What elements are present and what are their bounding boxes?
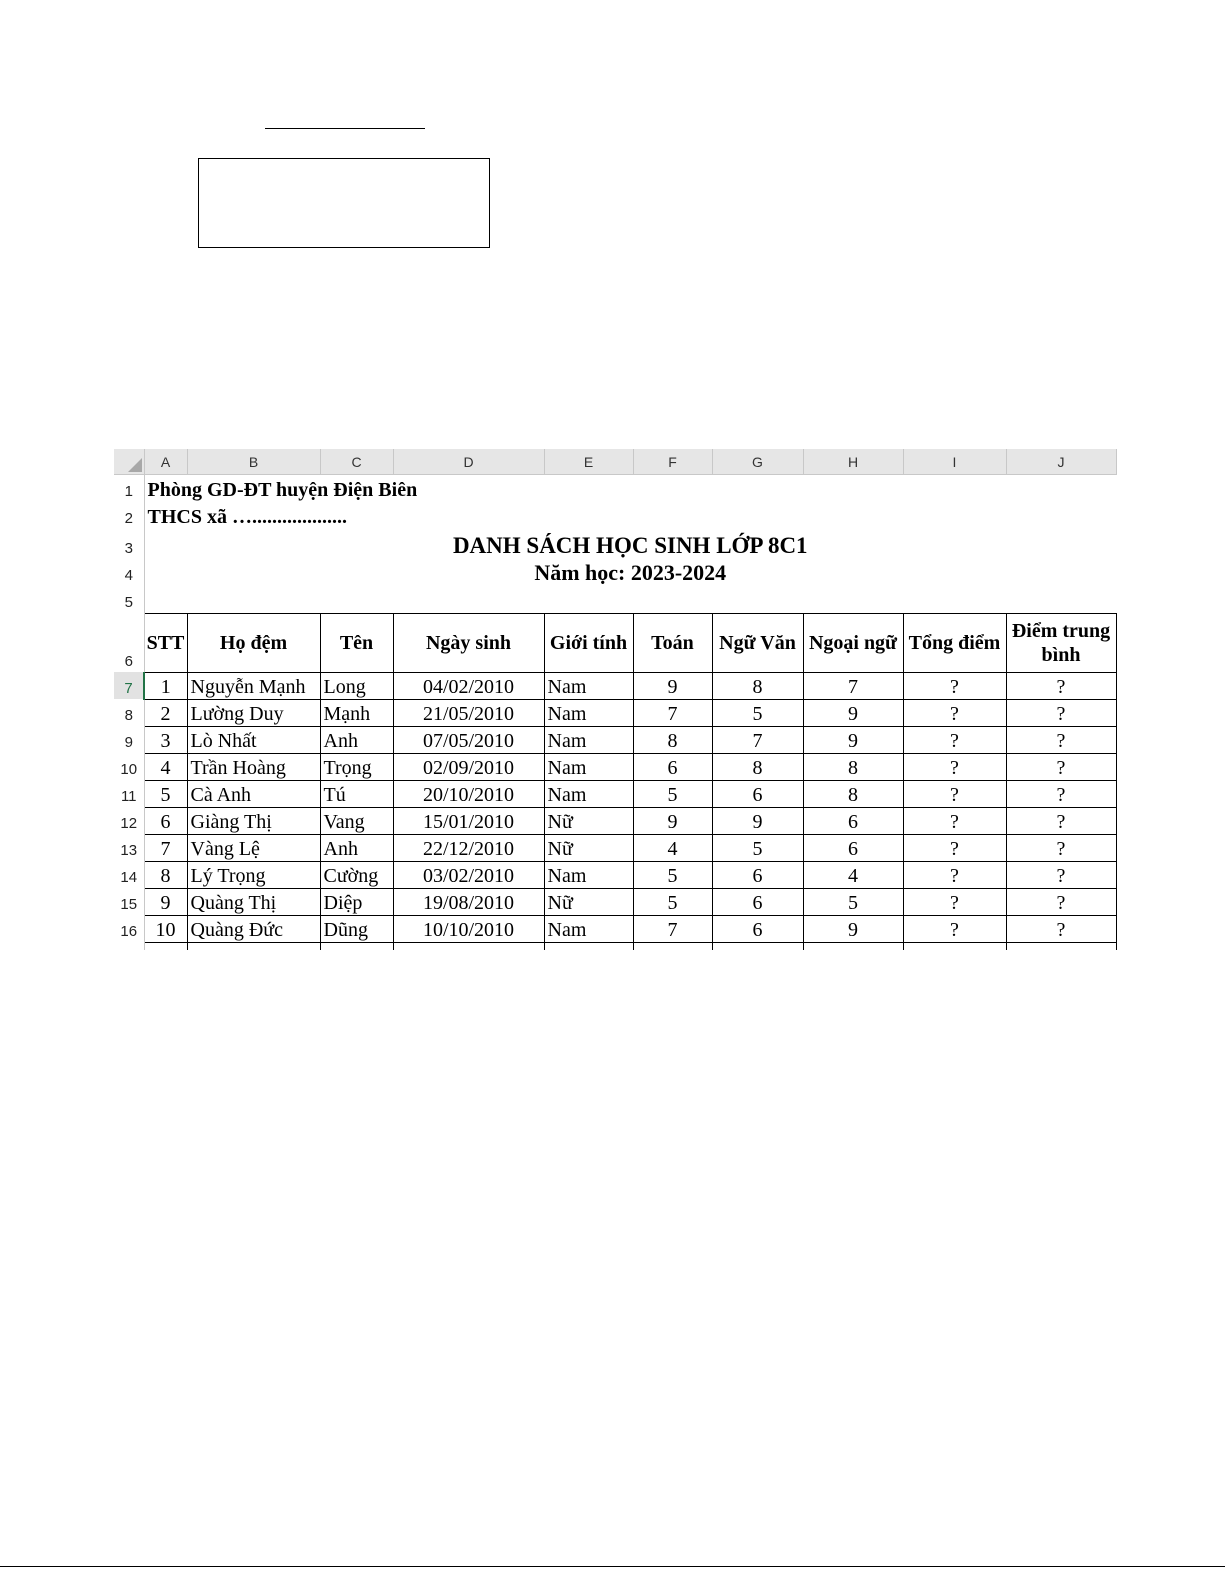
column-header[interactable]: C	[320, 449, 393, 475]
row-header	[114, 942, 144, 950]
cell-ngay-sinh[interactable]: 03/02/2010	[393, 861, 544, 888]
cell-ngu-van[interactable]: 6	[712, 780, 803, 807]
cell-toan[interactable]: 9	[633, 807, 712, 834]
cell-ngoai-ngu[interactable]: 4	[803, 861, 903, 888]
cell-ngay-sinh[interactable]: 10/10/2010	[393, 915, 544, 942]
row-header[interactable]: 3	[114, 529, 144, 559]
school-line[interactable]: THCS xã …...................	[147, 506, 347, 528]
column-header[interactable]: D	[393, 449, 544, 475]
cell[interactable]	[633, 942, 712, 950]
cell-diem-tb[interactable]: ?	[1006, 672, 1116, 699]
cell[interactable]	[144, 942, 187, 950]
cell-toan[interactable]: 9	[633, 672, 712, 699]
cell-stt[interactable]: 5	[144, 780, 187, 807]
cell[interactable]	[320, 942, 393, 950]
header-ten[interactable]: Tên	[320, 613, 393, 672]
cell-ten[interactable]: Mạnh	[320, 699, 393, 726]
cell-ngu-van[interactable]: 9	[712, 807, 803, 834]
cell-ngoai-ngu[interactable]: 9	[803, 699, 903, 726]
cell-gioi-tinh[interactable]: Nam	[544, 915, 633, 942]
row-header[interactable]: 14	[114, 861, 144, 888]
cell-gioi-tinh[interactable]: Nữ	[544, 807, 633, 834]
cell-ho-dem[interactable]: Lò Nhất	[187, 726, 320, 753]
table-row	[114, 726, 1116, 753]
cell-stt[interactable]: 9	[144, 888, 187, 915]
cell-ten[interactable]: Long	[320, 672, 393, 699]
cell-tong-diem[interactable]: ?	[903, 888, 1006, 915]
header-stt[interactable]: STT	[144, 613, 187, 672]
footer-rule	[0, 1566, 1225, 1567]
row-header[interactable]: 1	[114, 475, 144, 503]
cell-toan[interactable]: 8	[633, 726, 712, 753]
cell[interactable]	[712, 942, 803, 950]
row-header[interactable]: 2	[114, 502, 144, 529]
column-header[interactable]: G	[712, 449, 803, 475]
cell-ngu-van[interactable]: 8	[712, 753, 803, 780]
cell-tong-diem[interactable]: ?	[903, 834, 1006, 861]
cell-ngoai-ngu[interactable]: 9	[803, 726, 903, 753]
org-line[interactable]: Phòng GD-ĐT huyện Điện Biên	[147, 479, 418, 501]
cell-tong-diem[interactable]: ?	[903, 861, 1006, 888]
cell-tong-diem[interactable]: ?	[903, 672, 1006, 699]
cell[interactable]	[803, 942, 903, 950]
cell-ten[interactable]: Cường	[320, 861, 393, 888]
cell-diem-tb[interactable]: ?	[1006, 834, 1116, 861]
row-header[interactable]: 4	[114, 559, 144, 586]
cell-ngay-sinh[interactable]: 21/05/2010	[393, 699, 544, 726]
cell-ngu-van[interactable]: 6	[712, 915, 803, 942]
cell-diem-tb[interactable]: ?	[1006, 753, 1116, 780]
cell-gioi-tinh[interactable]: Nữ	[544, 834, 633, 861]
cell[interactable]	[393, 942, 544, 950]
row-header[interactable]: 11	[114, 780, 144, 807]
cell-tong-diem[interactable]: ?	[903, 699, 1006, 726]
header-rule	[265, 128, 425, 129]
cell-ngay-sinh[interactable]: 04/02/2010	[393, 672, 544, 699]
cell-ngoai-ngu[interactable]: 8	[803, 753, 903, 780]
cell[interactable]	[1006, 942, 1116, 950]
cell-ho-dem[interactable]: Nguyễn Mạnh	[187, 672, 320, 699]
column-header[interactable]: J	[1006, 449, 1116, 475]
cell-toan[interactable]: 5	[633, 861, 712, 888]
row-header[interactable]: 15	[114, 888, 144, 915]
cell-ho-dem[interactable]: Trần Hoàng	[187, 753, 320, 780]
table-row	[114, 915, 1116, 942]
cell-tong-diem[interactable]: ?	[903, 780, 1006, 807]
cell-ngu-van[interactable]: 6	[712, 888, 803, 915]
header-ho-dem[interactable]: Họ đệm	[187, 613, 320, 672]
cell-ngay-sinh[interactable]: 07/05/2010	[393, 726, 544, 753]
cell-stt[interactable]: 1	[144, 672, 187, 699]
student-rows	[114, 672, 1116, 942]
cell-ngoai-ngu[interactable]: 6	[803, 807, 903, 834]
header-ngoai-ngu[interactable]: Ngoại ngữ	[803, 613, 903, 672]
cell-diem-tb[interactable]: ?	[1006, 780, 1116, 807]
cell-ten[interactable]: Tú	[320, 780, 393, 807]
header-ngay-sinh[interactable]: Ngày sinh	[393, 613, 544, 672]
cell-toan[interactable]: 5	[633, 780, 712, 807]
cell-ngay-sinh[interactable]: 02/09/2010	[393, 753, 544, 780]
row-header[interactable]: 12	[114, 807, 144, 834]
empty-frame-box	[198, 158, 490, 248]
cell[interactable]	[544, 942, 633, 950]
header-tong-diem[interactable]: Tổng điểm	[903, 613, 1006, 672]
cell-ten[interactable]: Dũng	[320, 915, 393, 942]
cell-gioi-tinh[interactable]: Nam	[544, 726, 633, 753]
cell-stt[interactable]: 8	[144, 861, 187, 888]
sheet-title[interactable]: DANH SÁCH HỌC SINH LỚP 8C1	[452, 533, 808, 558]
row-header[interactable]: 9	[114, 726, 144, 753]
row-header[interactable]: 6	[114, 613, 144, 672]
cell-ngoai-ngu[interactable]: 9	[803, 915, 903, 942]
row-header[interactable]: 13	[114, 834, 144, 861]
row-header[interactable]: 16	[114, 915, 144, 942]
cell-toan[interactable]: 5	[633, 888, 712, 915]
spreadsheet-screenshot	[114, 449, 1117, 950]
cell-toan[interactable]: 7	[633, 915, 712, 942]
cell-ngay-sinh[interactable]: 22/12/2010	[393, 834, 544, 861]
cell-diem-tb[interactable]: ?	[1006, 888, 1116, 915]
cell-stt[interactable]: 6	[144, 807, 187, 834]
cell-ngoai-ngu[interactable]: 8	[803, 780, 903, 807]
cell-toan[interactable]: 4	[633, 834, 712, 861]
cell-stt[interactable]: 2	[144, 699, 187, 726]
cell-diem-tb[interactable]: ?	[1006, 699, 1116, 726]
row-header[interactable]: 7	[114, 672, 144, 699]
partial-row	[114, 942, 1116, 950]
cell-ho-dem[interactable]: Quàng Đức	[187, 915, 320, 942]
table-row	[114, 861, 1116, 888]
cell-tong-diem[interactable]: ?	[903, 726, 1006, 753]
cell-diem-tb[interactable]: ?	[1006, 915, 1116, 942]
cell-ngay-sinh[interactable]: 15/01/2010	[393, 807, 544, 834]
table-row	[114, 753, 1116, 780]
cell-ngu-van[interactable]: 5	[712, 699, 803, 726]
cell-tong-diem[interactable]: ?	[903, 807, 1006, 834]
spreadsheet-grid	[114, 449, 1117, 950]
cell-ngu-van[interactable]: 5	[712, 834, 803, 861]
cell-diem-tb[interactable]: ?	[1006, 807, 1116, 834]
table-row	[114, 807, 1116, 834]
empty-row[interactable]	[144, 586, 1116, 613]
header-ngu-van[interactable]: Ngữ Văn	[712, 613, 803, 672]
row-header[interactable]: 10	[114, 753, 144, 780]
column-header[interactable]: I	[903, 449, 1006, 475]
cell-ten[interactable]: Anh	[320, 834, 393, 861]
cell-ten[interactable]: Vang	[320, 807, 393, 834]
header-gioi-tinh[interactable]: Giới tính	[544, 613, 633, 672]
cell-ho-dem[interactable]: Giàng Thị	[187, 807, 320, 834]
cell-ngay-sinh[interactable]: 20/10/2010	[393, 780, 544, 807]
cell-gioi-tinh[interactable]: Nam	[544, 780, 633, 807]
cell-ngu-van[interactable]: 8	[712, 672, 803, 699]
header-diem-trung-binh[interactable]: Điểm trung bình	[1006, 613, 1116, 672]
table-row	[114, 699, 1116, 726]
cell-stt[interactable]: 3	[144, 726, 187, 753]
cell[interactable]	[903, 942, 1006, 950]
cell-ngay-sinh[interactable]: 19/08/2010	[393, 888, 544, 915]
cell-tong-diem[interactable]: ?	[903, 915, 1006, 942]
select-all-corner[interactable]	[114, 449, 144, 475]
cell-ten[interactable]: Anh	[320, 726, 393, 753]
column-header[interactable]: H	[803, 449, 903, 475]
cell-ngoai-ngu[interactable]: 5	[803, 888, 903, 915]
cell-stt[interactable]: 7	[144, 834, 187, 861]
cell-ngoai-ngu[interactable]: 6	[803, 834, 903, 861]
table-row	[114, 888, 1116, 915]
cell-ho-dem[interactable]: Quàng Thị	[187, 888, 320, 915]
cell-ngu-van[interactable]: 7	[712, 726, 803, 753]
school-year[interactable]: Năm học: 2023-2024	[534, 560, 727, 585]
table-row	[114, 834, 1116, 861]
row-header[interactable]: 5	[114, 586, 144, 613]
cell-gioi-tinh[interactable]: Nam	[544, 699, 633, 726]
cell-toan[interactable]: 7	[633, 699, 712, 726]
cell-tong-diem[interactable]: ?	[903, 753, 1006, 780]
cell-stt[interactable]: 4	[144, 753, 187, 780]
cell-gioi-tinh[interactable]: Nữ	[544, 888, 633, 915]
cell-ho-dem[interactable]: Vàng Lệ	[187, 834, 320, 861]
table-row	[114, 672, 1116, 699]
column-header[interactable]: F	[633, 449, 712, 475]
cell-diem-tb[interactable]: ?	[1006, 861, 1116, 888]
cell-gioi-tinh[interactable]: Nam	[544, 753, 633, 780]
table-row	[114, 780, 1116, 807]
cell-stt[interactable]: 10	[144, 915, 187, 942]
cell-ngoai-ngu[interactable]: 7	[803, 672, 903, 699]
cell-ho-dem[interactable]: Lường Duy	[187, 699, 320, 726]
cell-ten[interactable]: Diệp	[320, 888, 393, 915]
cell-ten[interactable]: Trọng	[320, 753, 393, 780]
cell-ho-dem[interactable]: Cà Anh	[187, 780, 320, 807]
cell-toan[interactable]: 6	[633, 753, 712, 780]
cell[interactable]	[187, 942, 320, 950]
cell-diem-tb[interactable]: ?	[1006, 726, 1116, 753]
header-toan[interactable]: Toán	[633, 613, 712, 672]
column-header[interactable]: B	[187, 449, 320, 475]
cell-ngu-van[interactable]: 6	[712, 861, 803, 888]
cell-gioi-tinh[interactable]: Nam	[544, 861, 633, 888]
cell-ho-dem[interactable]: Lý Trọng	[187, 861, 320, 888]
column-header[interactable]: E	[544, 449, 633, 475]
column-header[interactable]: A	[144, 449, 187, 475]
row-header[interactable]: 8	[114, 699, 144, 726]
cell-gioi-tinh[interactable]: Nam	[544, 672, 633, 699]
